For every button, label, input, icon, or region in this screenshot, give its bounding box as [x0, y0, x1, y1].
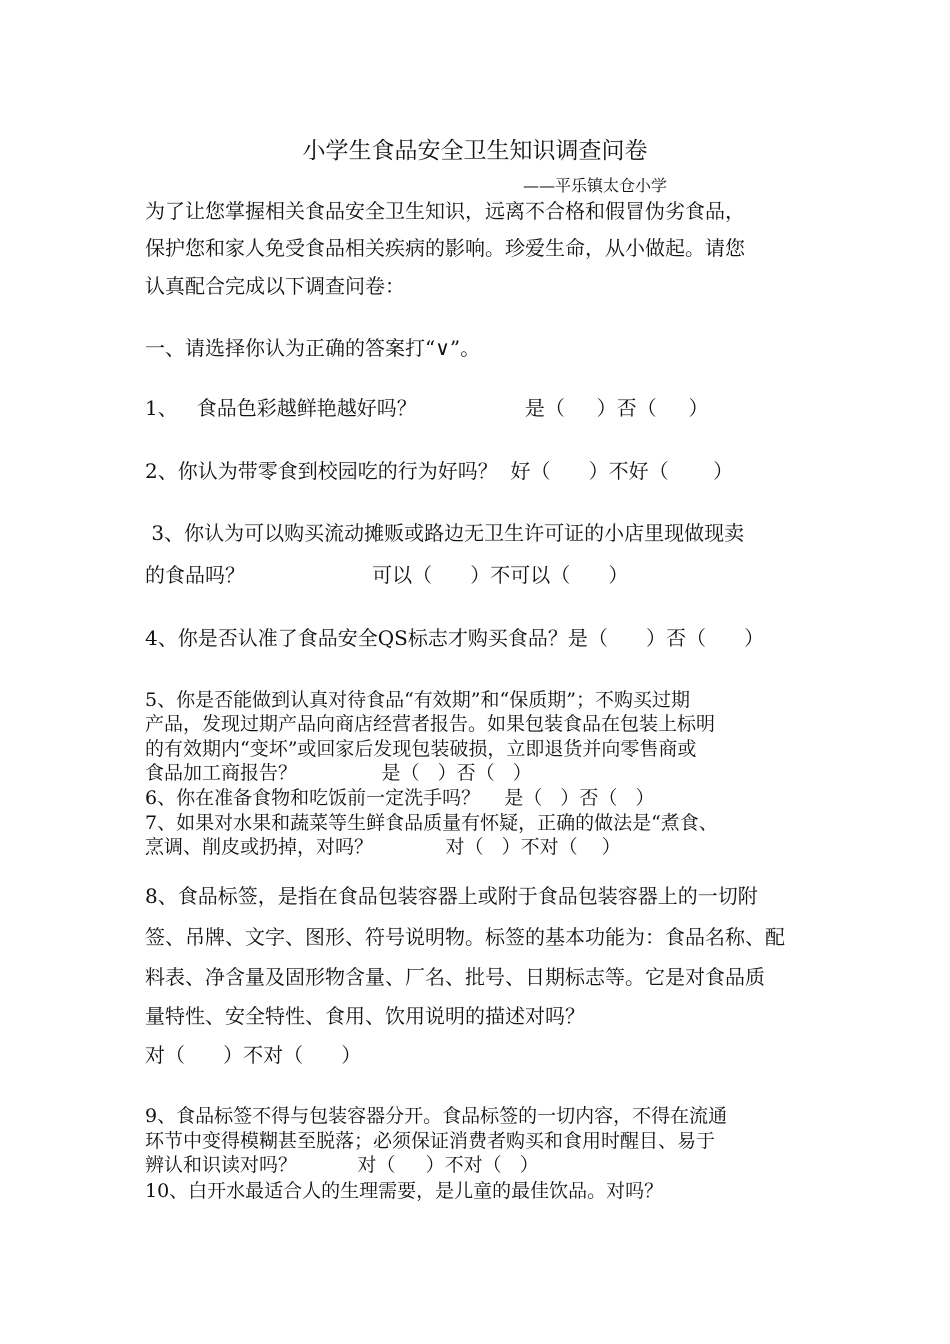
question-10: 10、白开水最适合人的生理需要，是儿童的最佳饮品。对吗？ — [145, 1180, 664, 1202]
intro-line-3: 认真配合完成以下调查问卷： — [145, 274, 405, 298]
section-heading: 一、请选择你认为正确的答案打“∨”。 — [145, 336, 481, 360]
question-2: 2、你认为带零食到校园吃的行为好吗？ 好（ ）不好（ ） — [145, 459, 734, 483]
question-5-line-1: 5、你是否能做到认真对待食品“有效期”和“保质期”；不购买过期 — [145, 689, 690, 711]
question-3-line-1: 3、你认为可以购买流动摊贩或路边无卫生许可证的小店里现做现卖 — [145, 521, 745, 545]
question-8-line-2: 签、吊牌、文字、图形、符号说明物。标签的基本功能为：食品名称、配 — [145, 925, 785, 949]
question-5-line-4: 食品加工商报告？ 是（ ）否（ ） — [145, 762, 532, 784]
intro-line-2: 保护您和家人免受食品相关疾病的影响。珍爱生命，从小做起。请您 — [145, 236, 745, 260]
question-5-line-2: 产品，发现过期产品向商店经营者报告。如果包装食品在包装上标明 — [145, 713, 716, 735]
question-7-line-1: 7、如果对水果和蔬菜等生鲜食品质量有怀疑，正确的做法是“煮食、 — [145, 812, 718, 834]
question-6: 6、你在准备食物和吃饭前一定洗手吗？ 是（ ）否（ ） — [145, 787, 655, 809]
question-7-line-2: 烹调、削皮或扔掉，对吗？ 对（ ）不对（ ） — [145, 836, 621, 858]
school-byline: ——平乐镇太仓小学 — [523, 176, 668, 195]
question-9-line-2: 环节中变得模糊甚至脱落；必须保证消费者购买和食用时醒目、易于 — [145, 1130, 716, 1152]
page-title: 小学生食品安全卫生知识调查问卷 — [302, 138, 648, 164]
question-1: 1、 食品色彩越鲜艳越好吗？ 是（ ）否（ ） — [145, 396, 709, 420]
question-5-line-3: 的有效期内“变坏”或回家后发现包装破损，立即退货并向零售商或 — [145, 738, 697, 760]
question-9-line-1: 9、食品标签不得与包装容器分开。食品标签的一切内容，不得在流通 — [145, 1105, 728, 1127]
question-8-line-3: 料表、净含量及固形物含量、厂名、批号、日期标志等。它是对食品质 — [145, 965, 765, 989]
question-4: 4、你是否认准了食品安全QS标志才购买食品？是（ ）否（ ） — [145, 626, 765, 650]
intro-line-1: 为了让您掌握相关食品安全卫生知识，远离不合格和假冒伪劣食品， — [145, 199, 745, 223]
question-8-line-1: 8、食品标签，是指在食品包装容器上或附于食品包装容器上的一切附 — [145, 884, 758, 908]
question-9-line-3: 辨认和识读对吗？ 对（ ）不对（ ） — [145, 1154, 539, 1176]
question-8-line-4: 量特性、安全特性、食用、饮用说明的描述对吗？ — [145, 1004, 585, 1028]
question-3-line-2: 的食品吗？ 可以（ ）不可以（ ） — [145, 563, 629, 587]
question-8-line-5: 对（ ）不对（ ） — [145, 1043, 362, 1067]
